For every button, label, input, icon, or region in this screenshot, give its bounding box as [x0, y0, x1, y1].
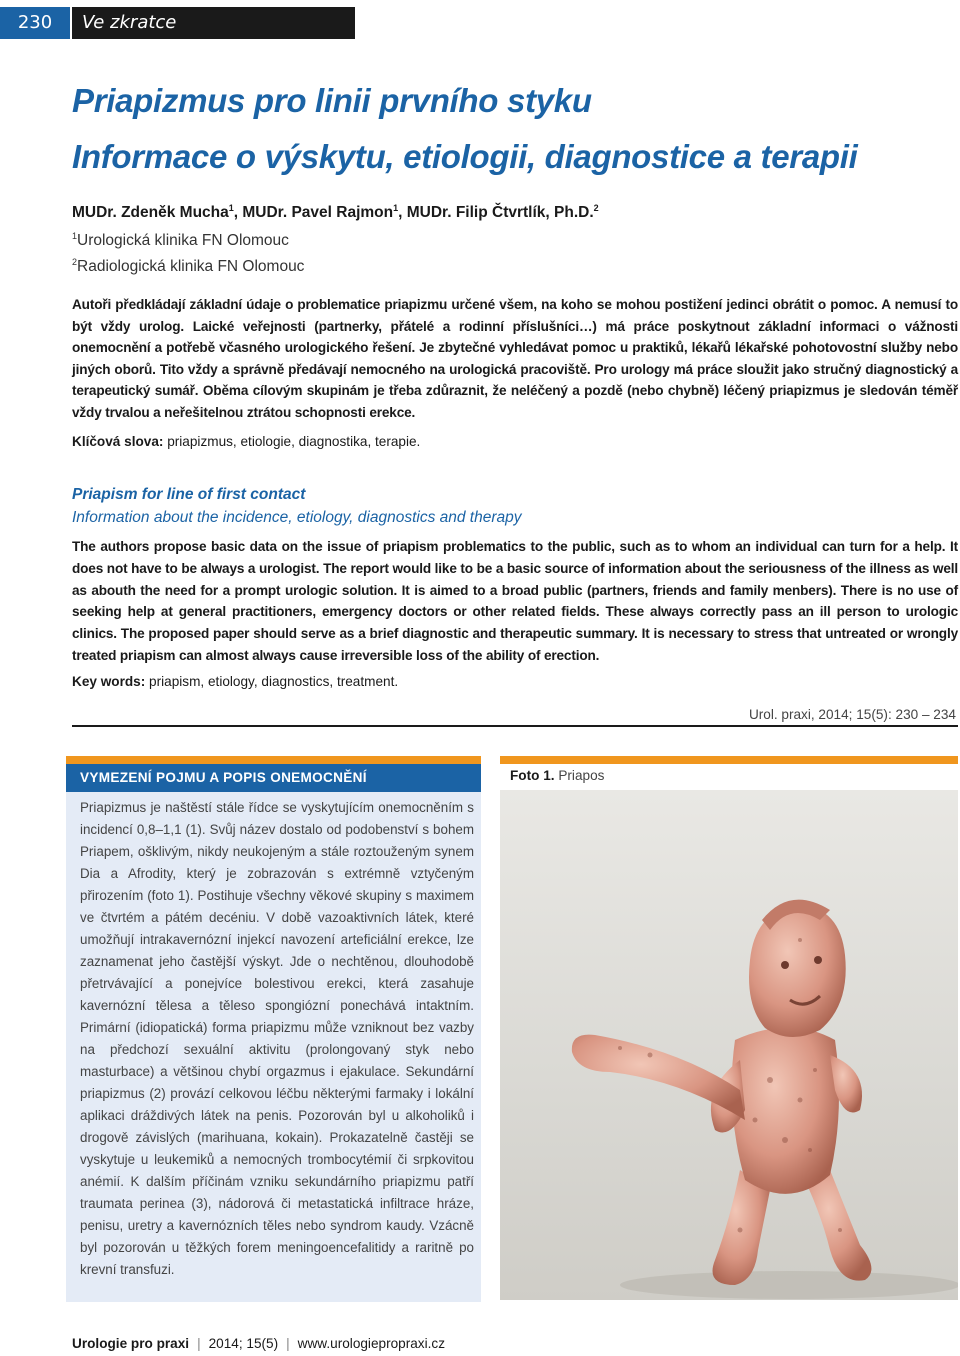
figure-accent-bar	[500, 756, 958, 764]
journal-issue: 2014; 15(5)	[208, 1336, 279, 1351]
citation: Urol. praxi, 2014; 15(5): 230 – 234	[748, 707, 956, 722]
author-1: MUDr. Zdeněk Mucha	[72, 204, 229, 221]
affiliation-2: $^2$Radiologická klinika FN Olomouc	[72, 256, 305, 275]
author-3: , MUDr. Filip Čtvrtlík, Ph.D.	[398, 204, 594, 221]
article-title: Priapizmus pro linii prvního styku	[72, 82, 592, 119]
priapos-figurine-photo	[500, 790, 958, 1300]
section-accent-bar	[66, 756, 481, 764]
section-heading: VYMEZENÍ POJMU A POPIS ONEMOCNĚNÍ	[66, 764, 481, 792]
page-footer	[72, 1336, 445, 1351]
author-list	[72, 204, 599, 222]
abstract-czech: Autoři předkládají základní údaje o problematice priapizmu určené všem, na koho se mohou postižení jedinci obrátit o pomoc. A nemusí to být vždy urolog. Laické veřejnosti (partnerky, přátelé a rodinní příslušníci…) má práce poskytnout základní informaci o vážnosti onemocnění a potřebě včasného urologického řešení. Je zbytečné vyhledávat pomoc u praktiků, lékařů lékařské pohotovostní služby nebo jiných oborů. Tito vždy a správně předávají nemocného na urologická pracoviště. Pro urology má práce sloužit jako stručný diagnostický a terapeutický sumář. Oběma cílovým skupinám je třeba zdůraznit, že neléčený a pozdě (nebo chybně) léčený priapizmus je sledován téměř vždy trvalou a neřešitelnou ztrátou schopnosti erekce.	[72, 297, 958, 420]
keywords-english: Key words: priapism, etiology, diagnostics, treatment.	[72, 674, 399, 689]
author-2: , MUDr. Pavel Rajmon	[233, 204, 394, 221]
affiliation-1: $^1$Urologická klinika FN Olomouc	[72, 230, 289, 249]
author-1-affil: 1	[228, 202, 234, 213]
english-subtitle: Information about the incidence, etiology, diagnostics and therapy	[72, 509, 522, 526]
english-title: Priapism for line of first contact	[72, 486, 306, 503]
author-3-affil: 2	[593, 202, 599, 213]
section-label: Ve zkratce	[72, 7, 355, 39]
keywords-czech: Klíčová slova: priapizmus, etiologie, diagnostika, terapie.	[72, 434, 421, 449]
footer-separator: |	[286, 1336, 290, 1351]
footer-separator: |	[197, 1336, 201, 1351]
abstract-english: The authors propose basic data on the issue of priapism problematics to the public, such as to whom an individual can turn for a help. It does not have to be always a urologist. The report would like to be a basic source of information about the seriousness of the illness as well as abouth the need for a prompt urologic solution. It is aimed to a broad public (partners, friends and family menbers). There is no use of seeking help at general practitioners, emergency doctors or other related fields. These always correctly pass an ill person to urologic clinics. The proposed paper should serve as a brief diagnostic and therapeutic summary. It is necessary to stress that untreated or wrongly treated priapism can almost always cause irreversible loss of the ability of erection.	[72, 539, 958, 663]
journal-name: Urologie pro praxi	[72, 1336, 190, 1351]
figure-caption: Foto 1. Priapos	[510, 768, 605, 783]
section-body-text: Priapizmus je naštěstí stále řídce se vyskytujícím onemocněním s incidencí 0,8–1,1 (1). Svůj název dostalo od podobenství s bohem Priapem, ošklivým, nikdy neukojeným a stále roztouženým synem Dia a Afrodity, který je zobrazován s extrémně vztyčeným přirozením (foto 1). Postihuje všechny věkové skupiny s maximem ve čtvrtém a pátém decéniu. V době vazoaktivních látek, které umožňují intrakavernózní injekcí navození arteficiální erekce, lze zaznamenat jeho častější výskyt. Jde o nechtěnou, dlouhodobě přetrvávající a ponejvíce bolestivou erekci, která zasahuje kavernózní tělesa a těleso spongiózní ponechává intaktním. Primární (idiopatická) forma priapizmu může vzniknout bez vazby na předchozí sexuální aktivitu (prolongovaný styk nebo masturbace) a většinou chybí orgazmus i ejakulace. Sekundární priapizmus (2) provází celkovou léčbu některými farmaky i lokální aplikaci dráždivých látek na penis. Pozorován byl u alkoholiků i drogově závislých (marihuana, kokain). Prokazatelně častěji se vyskytuje u leukemiků a nemocných trombocytémií či srpkovitou anémií. K dalším příčinám vzniku sekundárního priapizmu patří traumata perinea (3), nádorová či metastatická infiltrace hráze, penisu, uretry a kavernózních těles nebo syndrom kaudy. Vzácně byl pozorován u těžkých forem meningoencefalitidy a raritně po krevní transfuzi.	[80, 800, 474, 1277]
page-number: 230	[0, 7, 70, 39]
article-subtitle: Informace o výskytu, etiologii, diagnostice a terapii	[72, 138, 858, 175]
author-2-affil: 1	[393, 202, 399, 213]
journal-website[interactable]: www.urologiepropraxi.cz	[297, 1336, 445, 1351]
divider	[72, 725, 958, 727]
